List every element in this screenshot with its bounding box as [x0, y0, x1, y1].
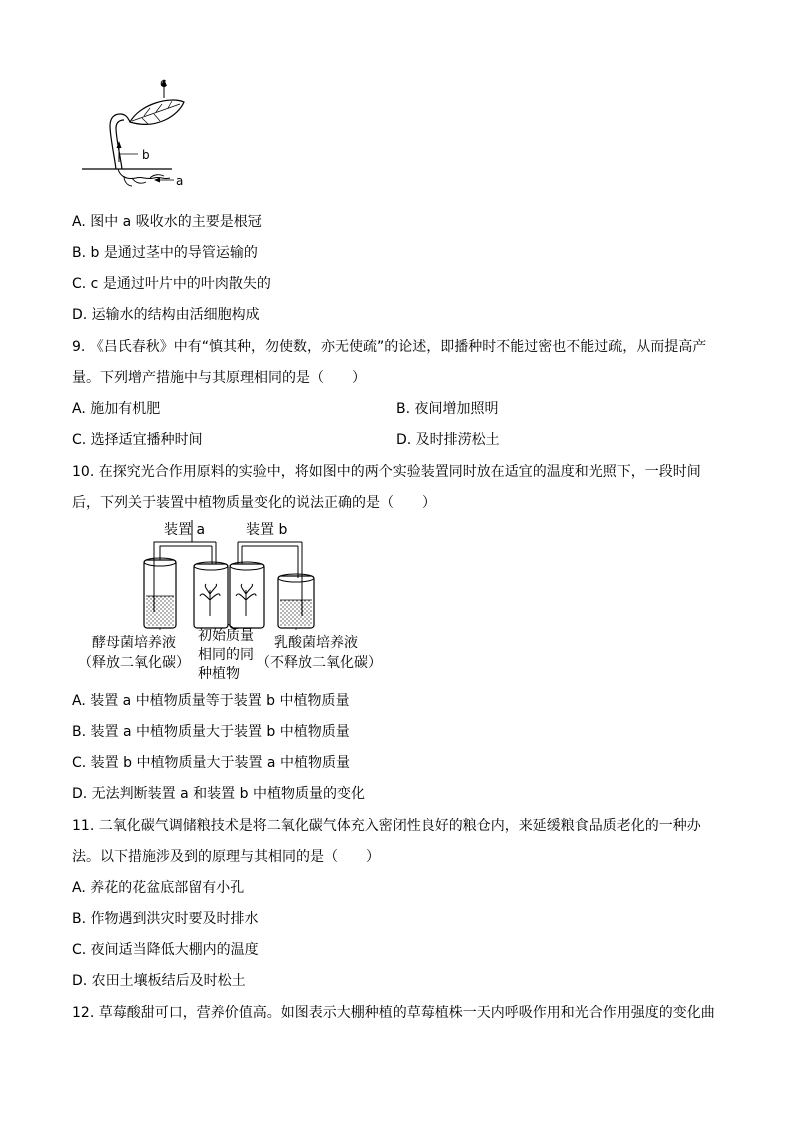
device-b-label: 装置 b [246, 522, 288, 538]
q11-option-c: C. 夜间适当降低大棚内的温度 [72, 942, 259, 958]
plant-label-2: 相同的同 [198, 647, 254, 663]
q10-stem-line2: 后，下列关于装置中植物质量变化的说法正确的是（ ） [72, 495, 436, 511]
yeast-label-2: （释放二氧化碳） [78, 655, 190, 671]
q11-option-d: D. 农田土壤板结后及时松土 [72, 973, 246, 989]
q12-stem-line1: 12. 草莓酸甜可口，营养价值高。如图表示大棚种植的草莓植株一天内呼吸作用和光合作用强度的变化曲 [72, 1005, 715, 1021]
q11-stem-line1: 11. 二氧化碳气调储粮技术是将二氧化碳气体充入密闭性良好的粮仓内，来延缓粮食品质老化的一种办 [72, 818, 701, 834]
q9-option-a: A. 施加有机肥 [72, 401, 161, 417]
q10-option-c: C. 装置 b 中植物质量大于装置 a 中植物质量 [72, 755, 350, 771]
figure-label-a: a [176, 174, 184, 188]
figure-label-b: b [142, 148, 150, 162]
q10-option-b: B. 装置 a 中植物质量大于装置 b 中植物质量 [72, 724, 350, 740]
lactic-label-2: （不释放二氧化碳） [256, 655, 382, 671]
q9-option-d: D. 及时排涝松土 [396, 432, 500, 448]
q9-option-b: B. 夜间增加照明 [396, 401, 499, 417]
device-a-label: 装置 a [164, 522, 206, 538]
plant-label-1: 初始质量 [198, 628, 254, 644]
q11-option-a: A. 养花的花盆底部留有小孔 [72, 880, 245, 896]
q11-stem-line2: 法。以下措施涉及到的原理与其相同的是（ ） [72, 849, 380, 865]
q10-option-a: A. 装置 a 中植物质量等于装置 b 中植物质量 [72, 693, 350, 709]
q9-stem-line2: 量。下列增产措施中与其原理相同的是（ ） [72, 370, 366, 386]
q9-option-c: C. 选择适宜播种时间 [72, 432, 203, 448]
lactic-label-1: 乳酸菌培养液 [274, 635, 358, 651]
q8-option-b: B. b 是通过茎中的导管运输的 [72, 245, 258, 261]
q10-stem-line1: 10. 在探究光合作用原料的实验中，将如图中的两个实验装置同时放在适宜的温度和光照下，一段时间 [72, 464, 701, 480]
q8-option-a: A. 图中 a 吸收水的主要是根冠 [72, 214, 262, 230]
plant-label-3: 种植物 [198, 666, 240, 682]
q10-option-d: D. 无法判断装置 a 和装置 b 中植物质量的变化 [72, 786, 365, 802]
figure-label-c: c [160, 76, 167, 90]
q8-option-d: D. 运输水的结构由活细胞构成 [72, 307, 260, 323]
yeast-label-1: 酵母菌培养液 [92, 635, 176, 651]
q11-option-b: B. 作物遇到洪灾时要及时排水 [72, 911, 259, 927]
q9-stem-line1: 9. 《吕氏春秋》中有“慎其种，勿使数，亦无使疏”的论述，即播种时不能过密也不能过疏，从而提高产 [72, 339, 707, 355]
q8-option-c: C. c 是通过叶片中的叶肉散失的 [72, 276, 271, 292]
